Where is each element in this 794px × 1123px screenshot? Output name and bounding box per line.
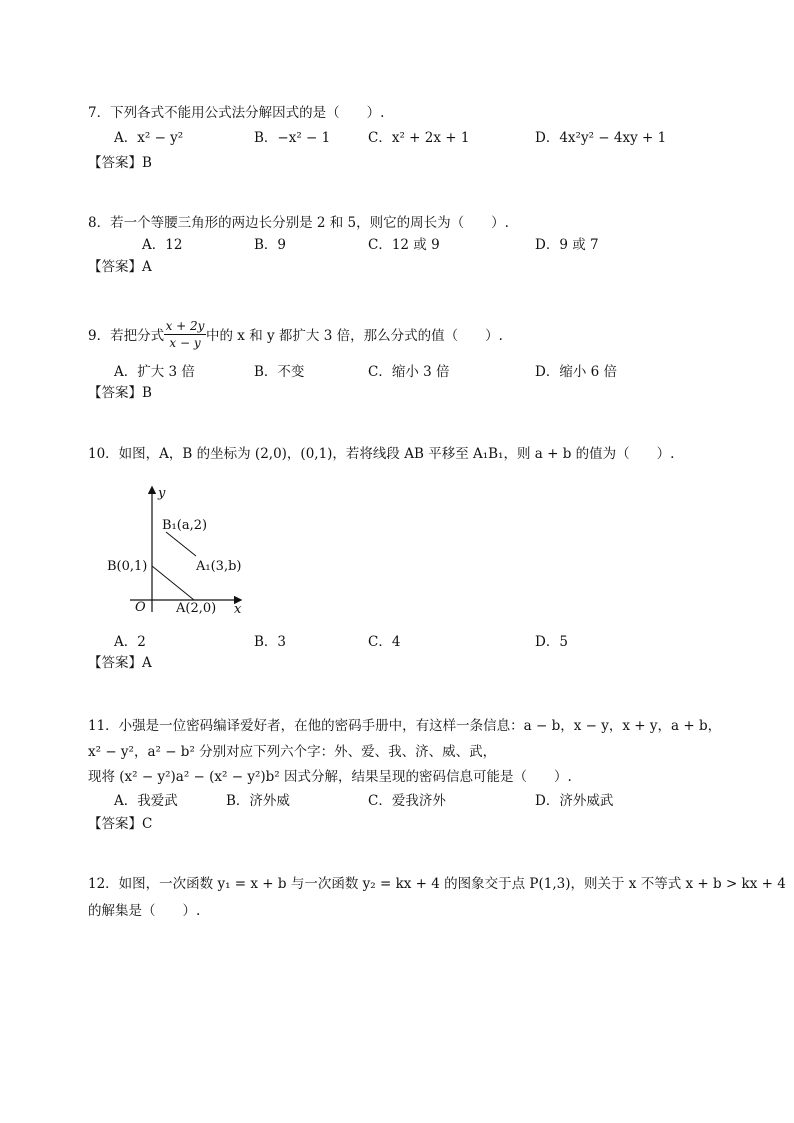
q7-answer: 【答案】B — [88, 155, 152, 171]
q8-stem: 8．若一个等腰三角形的两边长分别是 2 和 5，则它的周长为（ ）. — [88, 215, 509, 231]
point-b1-label: B₁(a,2) — [162, 518, 208, 533]
q10-option-d: D．5 — [535, 634, 568, 650]
q9-fraction — [164, 320, 206, 349]
q9-fraction-numerator: x + 2y — [165, 319, 205, 333]
q9-fraction-denominator: x − y — [169, 336, 201, 350]
q8-option-a: A．12 — [142, 237, 183, 253]
q11-option-a: A．我爱武 — [114, 793, 178, 809]
q7-option-c: C．x² + 2x + 1 — [368, 130, 470, 146]
q8-option-c: C．12 或 9 — [368, 237, 440, 253]
q8-answer: 【答案】A — [88, 259, 152, 275]
q9-answer: 【答案】B — [88, 385, 152, 401]
segment-a1b1 — [166, 532, 196, 556]
origin-label: O — [135, 600, 146, 615]
point-a1-label: A₁(3,b) — [196, 559, 242, 574]
q11-line-2: x² − y²，a² − b² 分别对应下列六个字：外、爱、我、济、威、武， — [88, 744, 497, 760]
q12-line-2: 的解集是（ ）. — [88, 903, 201, 919]
q11-option-d: D．济外威武 — [535, 793, 614, 809]
x-axis-label: x — [234, 602, 242, 617]
q9-option-d: D．缩小 6 倍 — [535, 364, 617, 380]
q10-answer: 【答案】A — [88, 655, 152, 671]
q12-line-1: 12．如图，一次函数 y₁ = x + b 与一次函数 y₂ = kx + 4 的图象交于点 P(1,3)，则关于 x 不等式 x + b > kx + 4 — [88, 876, 786, 892]
q9-stem-suffix: 中的 x 和 y 都扩大 3 倍，那么分式的值（ ）. — [206, 328, 503, 344]
point-a-label: A(2,0) — [176, 601, 217, 616]
q9-stem-prefix: 9．若把分式 — [88, 328, 165, 344]
q10-option-c: C．4 — [368, 634, 401, 650]
point-b-label: B(0,1) — [107, 559, 148, 574]
q10-option-b: B．3 — [254, 634, 287, 650]
q8-option-d: D．9 或 7 — [535, 237, 599, 253]
q7-option-a: A．x² − y² — [114, 130, 184, 146]
q10-option-a: A．2 — [114, 634, 146, 650]
y-axis-label: y — [158, 486, 166, 501]
q8-option-b: B．9 — [254, 237, 287, 253]
q11-option-c: C．爱我济外 — [368, 793, 446, 809]
q10-coordinate-figure — [100, 480, 260, 620]
q7-stem: 7．下列各式不能用公式法分解因式的是（ ）. — [88, 105, 385, 121]
q7-option-d: D．4x²y² − 4xy + 1 — [535, 130, 667, 146]
q10-stem: 10．如图，A，B 的坐标为 (2,0)，(0,1)，若将线段 AB 平移至 A₁B₁，则 a + b 的值为（ ）. — [88, 446, 675, 462]
q11-line-3: 现将 (x² − y²)a² − (x² − y²)b² 因式分解，结果呈现的密码信息可能是（ ）. — [88, 769, 572, 785]
q11-line-1: 11．小强是一位密码编译爱好者，在他的密码手册中，有这样一条信息：a − b，x − y，x + y，a + b， — [88, 718, 722, 734]
q11-answer: 【答案】C — [88, 816, 153, 832]
q9-option-b: B．不变 — [254, 364, 305, 380]
q7-option-b: B．−x² − 1 — [254, 130, 331, 146]
q9-option-a: A．扩大 3 倍 — [114, 364, 195, 380]
q9-option-c: C．缩小 3 倍 — [368, 364, 450, 380]
q11-option-b: B．济外威 — [226, 793, 290, 809]
segment-ab — [152, 566, 194, 600]
